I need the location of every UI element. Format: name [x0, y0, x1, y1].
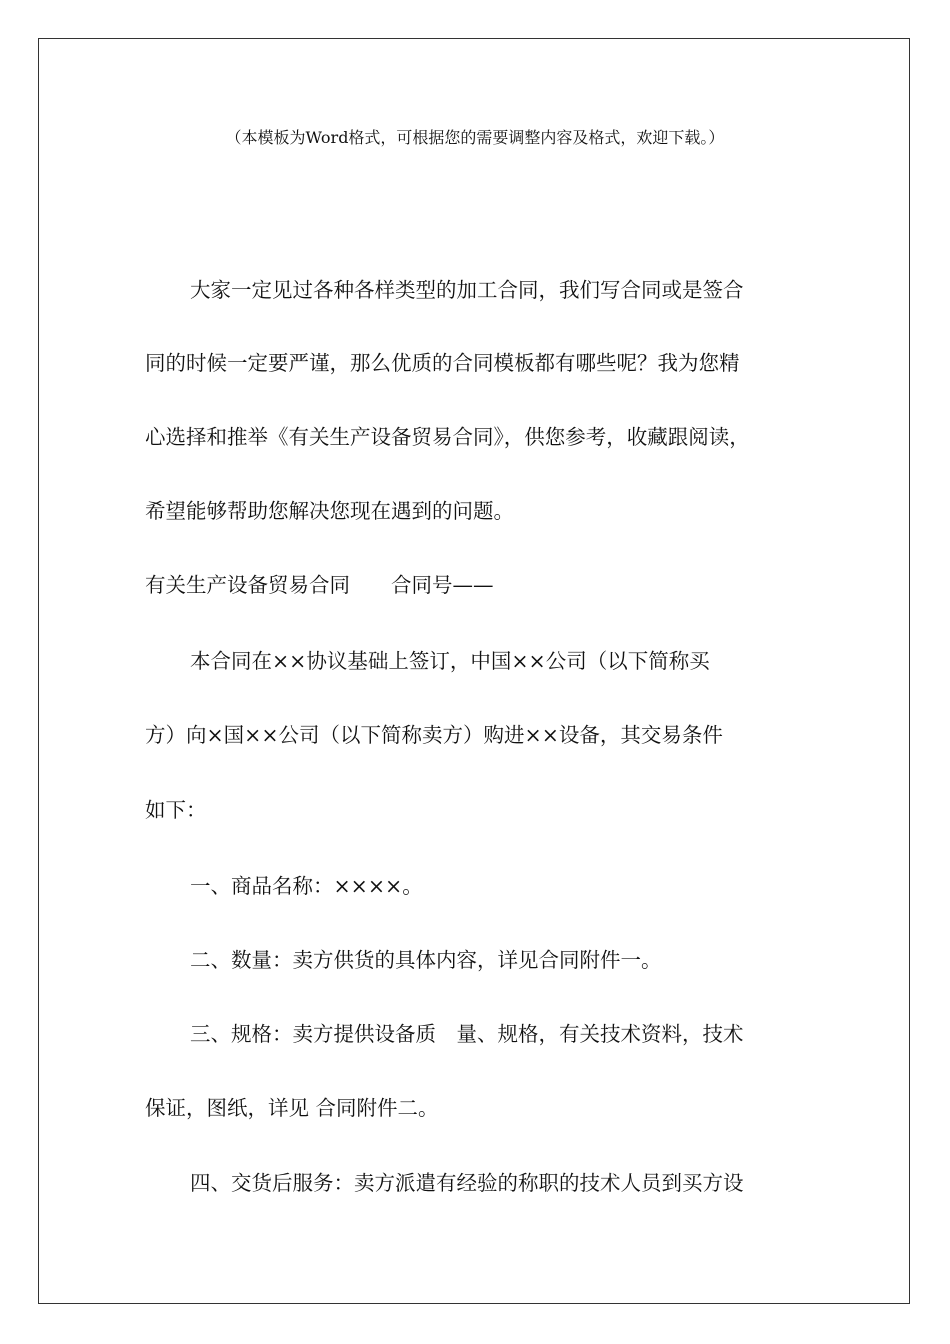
clause-1-line: 一、商品名称：××××。	[190, 874, 423, 898]
intro-line-4: 希望能够帮助您解决您现在遇到的问题。	[145, 499, 514, 523]
intro-line-1: 大家一定见过各种各样类型的加工合同，我们写合同或是签合	[190, 278, 744, 302]
preamble-line-2: 方）向×国××公司（以下简称卖方）购进××设备，其交易条件	[145, 723, 723, 747]
intro-line-2: 同的时候一定要严谨，那么优质的合同模板都有哪些呢？我为您精	[145, 351, 740, 375]
clause-3-line-1: 三、规格：卖方提供设备质 量、规格，有关技术资料，技术	[190, 1022, 744, 1046]
intro-line-3: 心选择和推举《有关生产设备贸易合同》，供您参考，收藏跟阅读，	[145, 425, 750, 449]
template-note: （本模板为Word格式，可根据您的需要调整内容及格式，欢迎下载。）	[225, 128, 725, 147]
preamble-line-1: 本合同在××协议基础上签订，中国××公司（以下简称买	[190, 649, 710, 673]
preamble-line-3: 如下：	[145, 798, 207, 822]
clause-2-line: 二、数量：卖方供货的具体内容，详见合同附件一。	[190, 948, 662, 972]
clause-3-line-2: 保证，图纸，详见 合同附件二。	[145, 1096, 439, 1120]
clause-4-line-1: 四、交货后服务：卖方派遣有经验的称职的技术人员到买方设	[190, 1171, 744, 1195]
contract-title: 有关生产设备贸易合同 合同号——	[145, 573, 494, 597]
